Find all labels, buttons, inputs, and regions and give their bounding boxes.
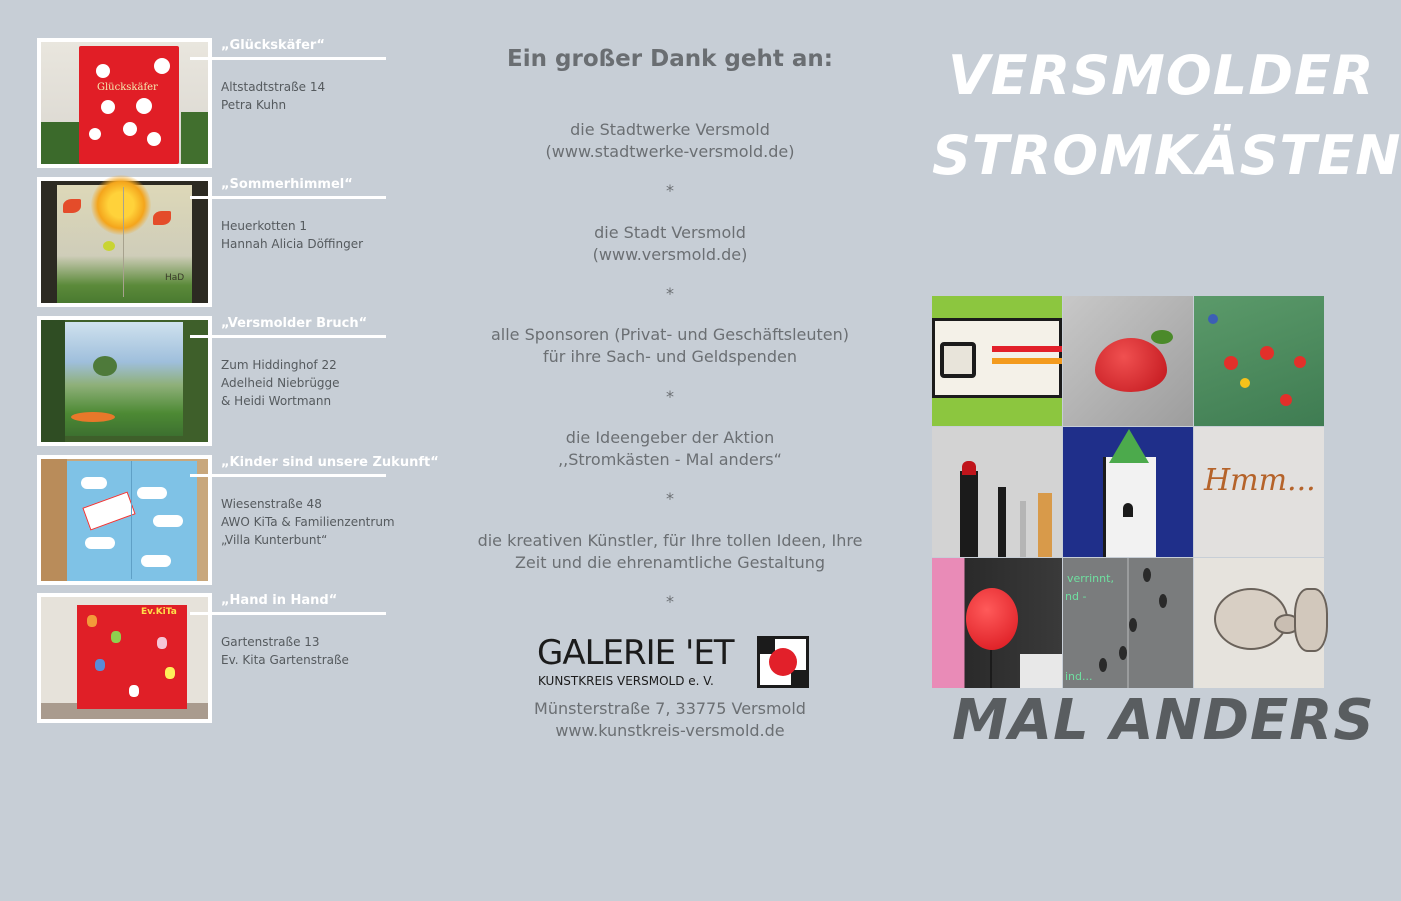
collage-hmm-text: Hmm...: [1204, 463, 1316, 498]
box-artist: Adelheid Niebrügge: [221, 376, 340, 390]
collage-verrinnt-text: verrinnt,: [1067, 572, 1114, 585]
box-title: „Sommerhimmel“: [221, 177, 353, 192]
box-artist: & Heidi Wortmann: [221, 394, 332, 408]
thanks-entry: [470, 427, 870, 471]
box-title: „Kinder sind unsere Zukunft“: [221, 455, 439, 470]
logo-name: GALERIE 'ET: [537, 633, 734, 673]
collage-tile-poppies: [1194, 296, 1324, 426]
thanks-entry-line2: für ihre Sach- und Geldspenden: [543, 347, 797, 366]
box-item-versmolder-bruch: [37, 316, 397, 446]
kinder-zukunft-photo: [37, 455, 212, 585]
collage-tile-lipstick: [932, 427, 1062, 557]
thanks-entry-line2: ,,Stromkästen - Mal anders“: [558, 450, 782, 469]
thanks-entry-line1: die kreativen Künstler, für Ihre tollen Ideen, Ihre: [477, 531, 863, 550]
box-artist: Petra Kuhn: [221, 98, 287, 112]
separator-star: *: [666, 181, 674, 200]
box-address: Heuerkotten 1: [221, 219, 308, 233]
box-address: Zum Hiddinghof 22: [221, 358, 337, 372]
box-address: Wiesenstraße 48: [221, 497, 322, 511]
cover-title-line1: VERSMOLDER: [948, 44, 1375, 107]
title-underline: [190, 474, 386, 477]
thanks-entry: [470, 222, 870, 266]
thanks-entry-line1: alle Sponsoren (Privat- und Geschäftsleuten): [490, 325, 850, 344]
galerie-et-logo: [537, 634, 817, 694]
logo-subtitle: KUNSTKREIS VERSMOLD e. V.: [538, 674, 714, 688]
title-underline: [190, 57, 386, 60]
box-artist: Ev. Kita Gartenstraße: [221, 653, 349, 667]
hand-in-hand-painted-label: Ev.KiTa: [141, 607, 177, 617]
box-details: [221, 495, 395, 549]
logo-contact: [470, 698, 870, 742]
logo-website[interactable]: www.kunstkreis-versmold.de: [555, 721, 785, 740]
thanks-entry-line2: (www.stadtwerke-versmold.de): [545, 142, 795, 161]
versmolder-bruch-photo: [37, 316, 212, 446]
logo-emblem-icon: [757, 636, 809, 688]
thanks-entry: [470, 324, 870, 368]
collage-tile-hmm: [1194, 427, 1324, 557]
box-details: [221, 356, 340, 410]
title-underline: [190, 196, 386, 199]
thanks-entry-line1: die Ideengeber der Aktion: [565, 428, 775, 447]
separator-star: *: [666, 284, 674, 303]
box-artist: Hannah Alicia Döffinger: [221, 237, 364, 251]
box-artist: AWO KiTa & Familienzentrum: [221, 515, 395, 529]
glueckskaefer-photo: [37, 38, 212, 168]
cover-photo-collage: [932, 296, 1324, 688]
box-title: „Versmolder Bruch“: [221, 316, 368, 331]
collage-tile-balloon: [932, 558, 1062, 688]
box-title: „Glückskäfer“: [221, 38, 325, 53]
thanks-heading: Ein großer Dank geht an:: [507, 46, 833, 72]
title-underline: [190, 612, 386, 615]
box-details: [221, 217, 363, 253]
title-underline: [190, 335, 386, 338]
collage-tile-cassette: [932, 296, 1062, 426]
thanks-entry-line2: (www.versmold.de): [592, 245, 748, 264]
collage-tile-strawberry: [1063, 296, 1193, 426]
box-details: [221, 633, 349, 669]
logo-address: Münsterstraße 7, 33775 Versmold: [534, 699, 806, 718]
thanks-entry: [470, 530, 870, 574]
collage-tile-footprints: [1063, 558, 1193, 688]
box-artist: „Villa Kunterbunt“: [221, 533, 328, 547]
thanks-entry-line2: Zeit und die ehrenamtliche Gestaltung: [514, 553, 826, 572]
glueckskaefer-painted-label: Glückskäfer: [97, 82, 158, 93]
separator-star: *: [666, 489, 674, 508]
box-title: „Hand in Hand“: [221, 593, 338, 608]
box-item-glueckskaefer: [37, 38, 397, 168]
separator-star: *: [666, 387, 674, 406]
collage-tile-church: [1063, 427, 1193, 557]
separator-star: *: [666, 592, 674, 611]
hand-in-hand-photo: [37, 593, 212, 723]
box-address: Altstadtstraße 14: [221, 80, 326, 94]
sommerhimmel-painted-label: HaD: [165, 273, 185, 283]
cover-subtitle: MAL ANDERS: [952, 688, 1375, 753]
box-address: Gartenstraße 13: [221, 635, 320, 649]
box-item-sommerhimmel: [37, 177, 397, 307]
box-details: [221, 78, 325, 114]
thanks-entry-line1: die Stadt Versmold: [594, 223, 746, 242]
collage-tile-pigs: [1194, 558, 1324, 688]
collage-nd-text: nd -: [1065, 590, 1087, 603]
cover-title-line2: STROMKÄSTEN: [932, 124, 1401, 187]
thanks-entry-line1: die Stadtwerke Versmold: [570, 120, 770, 139]
thanks-entry: [470, 119, 870, 163]
sommerhimmel-photo: [37, 177, 212, 307]
box-item-hand-in-hand: [37, 593, 397, 723]
box-item-kinder-zukunft: [37, 455, 439, 585]
collage-ind-text: ind...: [1065, 670, 1093, 683]
